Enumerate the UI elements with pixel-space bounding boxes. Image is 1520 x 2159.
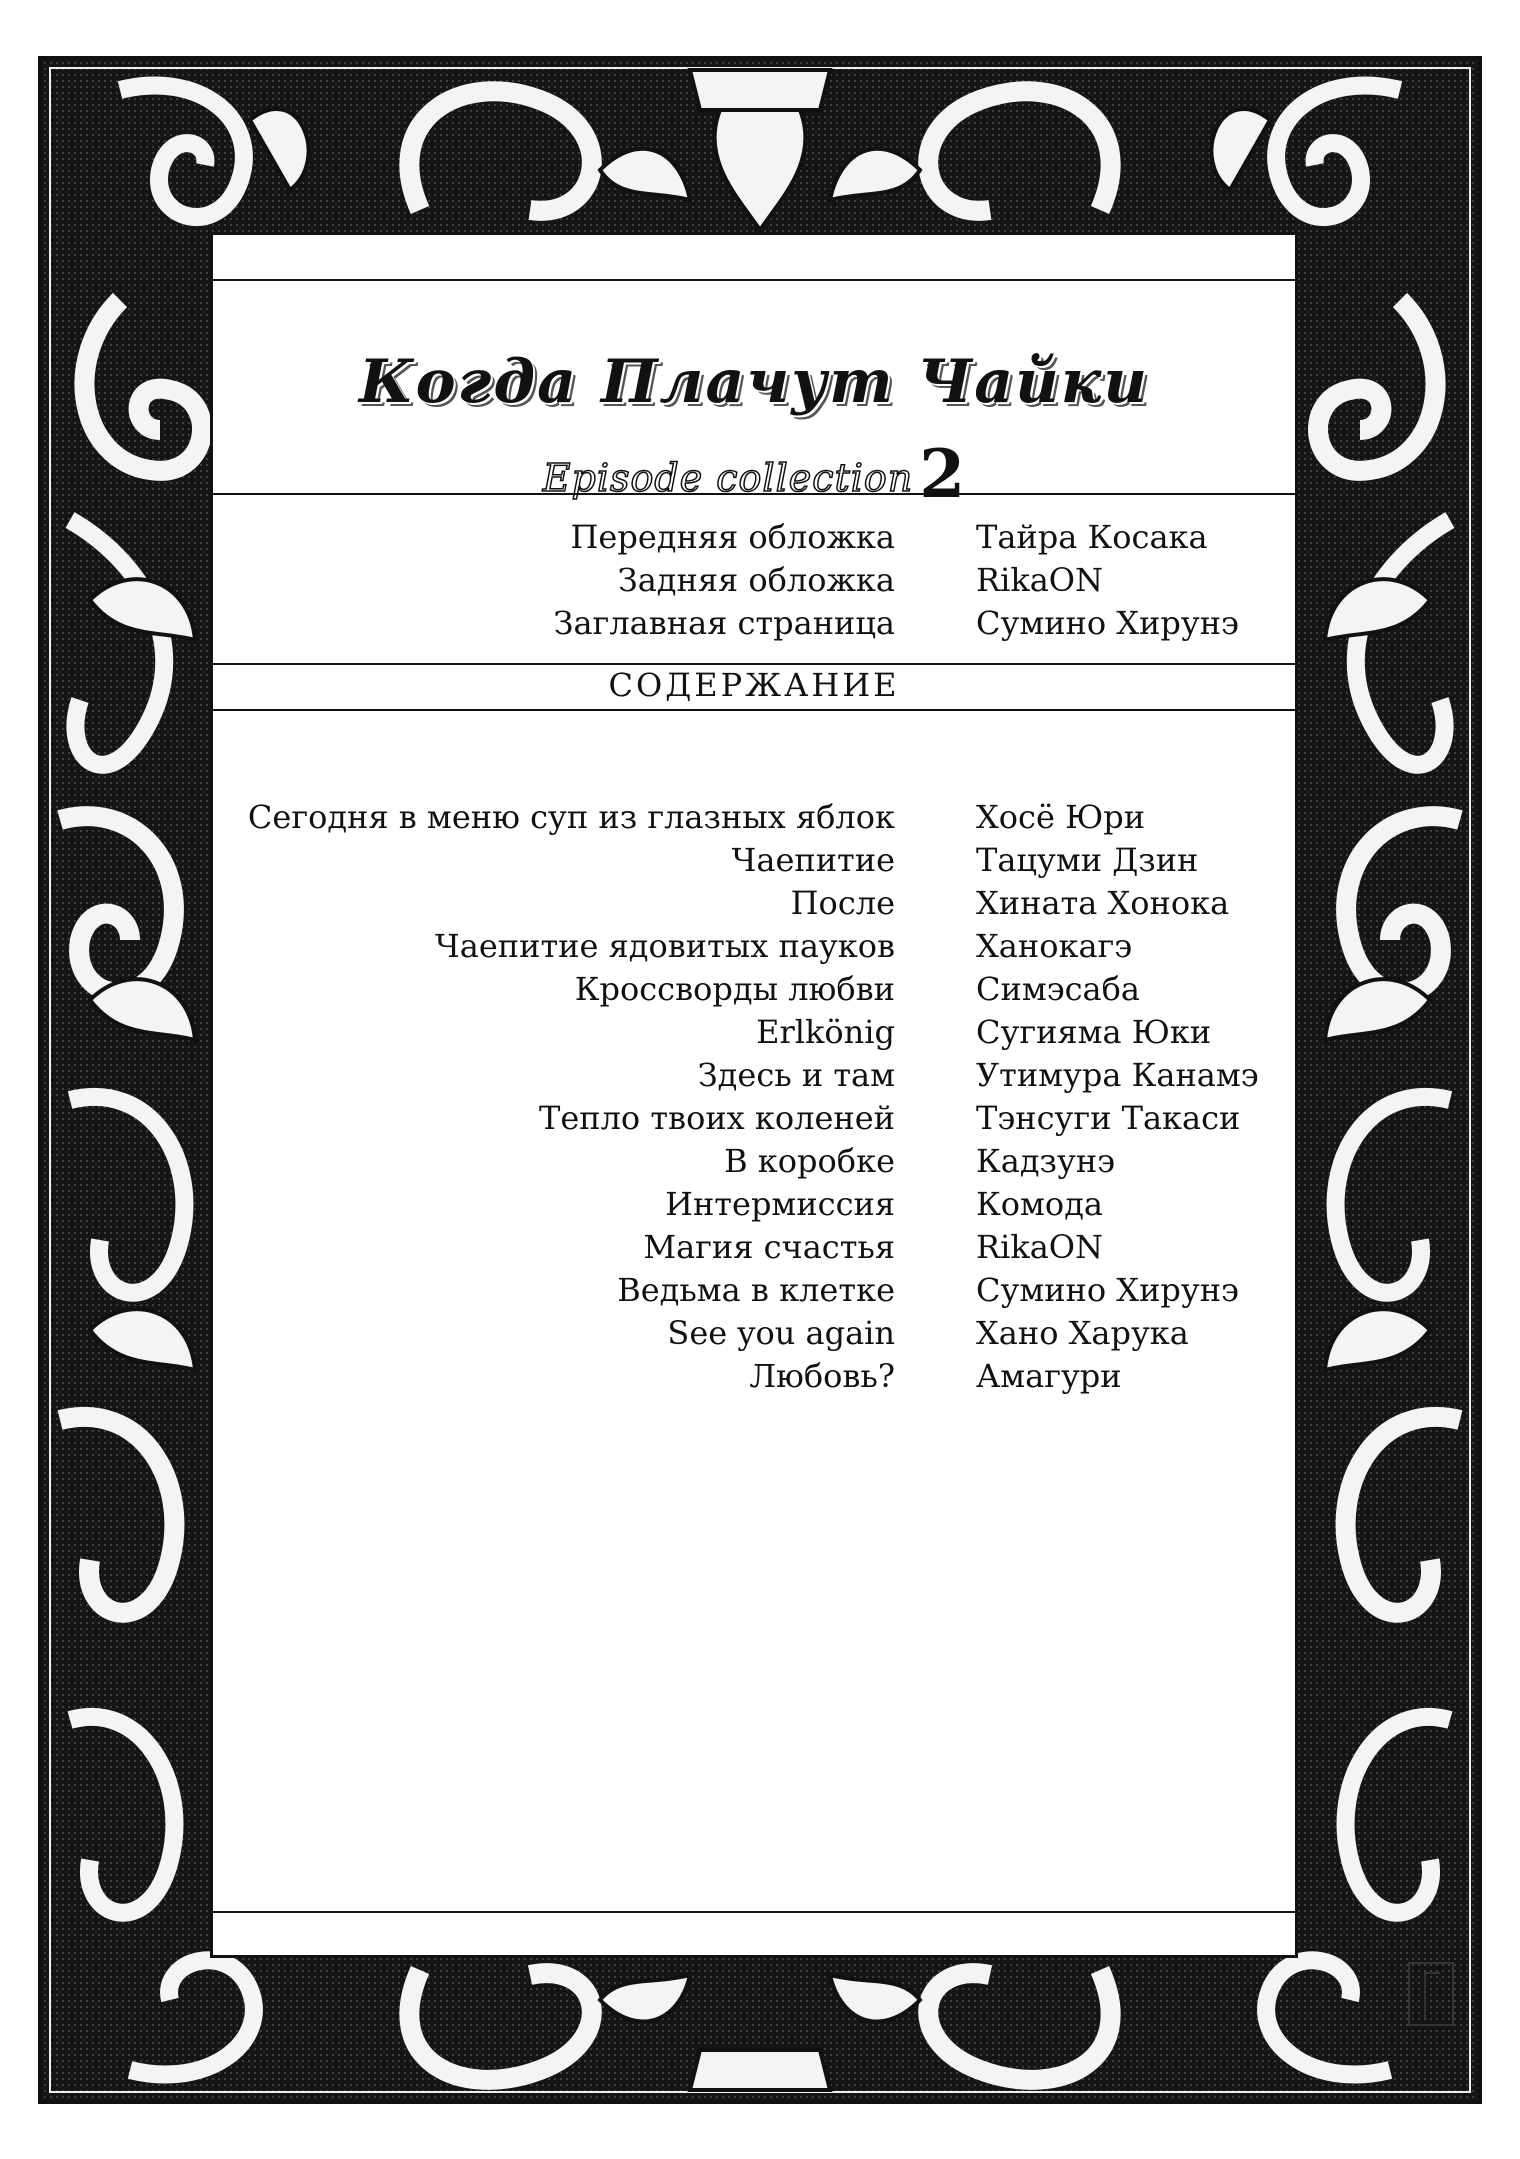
- subtitle-line: [213, 435, 1295, 513]
- episode-author: Хано Харука: [976, 1314, 1189, 1352]
- credit-row: [213, 515, 1295, 559]
- episode-title: Кроссворды любви: [574, 970, 895, 1008]
- contents-panel: [210, 232, 1298, 1958]
- contents-row: [213, 1268, 1295, 1312]
- episode-author: Сумино Хирунэ: [976, 1271, 1239, 1309]
- credit-row: [213, 601, 1295, 645]
- contents-row: [213, 1182, 1295, 1226]
- credit-name: Сумино Хирунэ: [976, 604, 1239, 642]
- contents-row: [213, 838, 1295, 882]
- credit-name: Тайра Косака: [976, 518, 1208, 556]
- credit-name: RikaON: [976, 561, 1104, 599]
- contents-row: [213, 924, 1295, 968]
- credit-row: [213, 558, 1295, 602]
- episode-author: Хосё Юри: [976, 798, 1146, 836]
- episode-author: Ханокагэ: [976, 927, 1133, 965]
- contents-row: [213, 1354, 1295, 1398]
- episode-title: Магия счастья: [643, 1228, 895, 1266]
- episode-author: Кадзунэ: [976, 1142, 1116, 1180]
- episode-author: Симэсаба: [976, 970, 1140, 1008]
- episode-title: See you again: [667, 1314, 895, 1352]
- episode-title: Сегодня в меню суп из глазных яблок: [247, 798, 895, 836]
- episode-author: Сугияма Юки: [976, 1013, 1212, 1051]
- episode-title: Ведьма в клетке: [617, 1271, 895, 1309]
- episode-author: Амагури: [976, 1357, 1122, 1395]
- page-number-mark: [1408, 1962, 1454, 2026]
- episode-title: В коробке: [724, 1142, 895, 1180]
- contents-row: [213, 1139, 1295, 1183]
- contents-row: [213, 967, 1295, 1011]
- title-rule: [213, 493, 1295, 495]
- section-rule-bottom: [213, 709, 1295, 711]
- episode-title: Чаепитие: [731, 841, 895, 879]
- episode-title: Любовь?: [749, 1357, 895, 1395]
- contents-row: [213, 1225, 1295, 1269]
- contents-row: [213, 795, 1295, 839]
- episode-title: Чаепитие ядовитых пауков: [435, 927, 895, 965]
- credit-role: Задняя обложка: [617, 561, 895, 599]
- credit-role: Заглавная страница: [553, 604, 895, 642]
- episode-title: Тепло твоих коленей: [538, 1099, 895, 1137]
- contents-row: [213, 1010, 1295, 1054]
- bottom-rule: [213, 1911, 1295, 1913]
- episode-author: Тацуми Дзин: [976, 841, 1199, 879]
- episode-title: Здесь и там: [697, 1056, 895, 1094]
- contents-row: [213, 1053, 1295, 1097]
- episode-author: RikaON: [976, 1228, 1104, 1266]
- episode-title: Erlkönig: [756, 1013, 895, 1051]
- volume-number: 2: [919, 435, 966, 513]
- episode-title: Интермиссия: [665, 1185, 895, 1223]
- episode-collection-subtitle: Episode collection: [542, 456, 914, 500]
- episode-title: После: [790, 884, 895, 922]
- top-rule: [213, 279, 1295, 281]
- series-title: Когда Плачут Чайки: [359, 347, 1149, 417]
- credit-role: Передняя обложка: [570, 518, 895, 556]
- episode-author: Утимура Канамэ: [976, 1056, 1259, 1094]
- contents-row: [213, 881, 1295, 925]
- contents-heading: СОДЕРЖАНИЕ: [608, 666, 900, 704]
- contents-row: [213, 1096, 1295, 1140]
- contents-row: [213, 1311, 1295, 1355]
- episode-author: Комода: [976, 1185, 1103, 1223]
- title-block: [213, 295, 1295, 513]
- episode-author: Тэнсуги Такаси: [976, 1099, 1241, 1137]
- episode-author: Хината Хонока: [976, 884, 1230, 922]
